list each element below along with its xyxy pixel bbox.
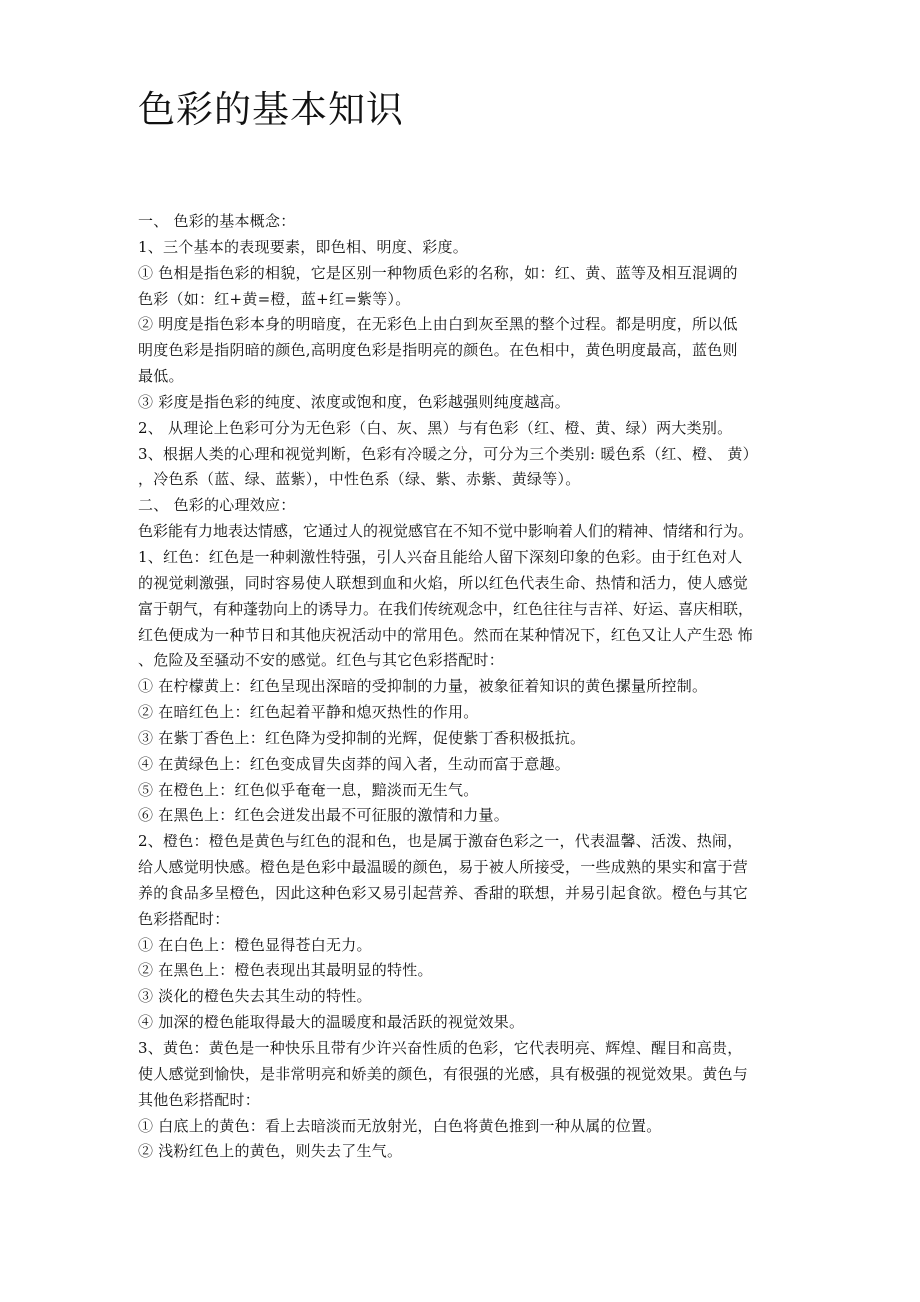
text-line: 3、黄色：黄色是一种快乐且带有少许兴奋性质的色彩，它代表明亮、辉煌、醒目和高贵， xyxy=(138,1039,743,1057)
text-line: ③ 彩度是指色彩的纯度、浓度或饱和度，色彩越强则纯度越高。 xyxy=(138,392,571,411)
text-line: ③ 在紫丁香色上：红色降为受抑制的光辉，促使紫丁香积极抵抗。 xyxy=(138,728,586,747)
text-line: ③ 淡化的橙色失去其生动的特性。 xyxy=(138,987,372,1006)
text-line: 1、红色：红色是一种刺激性特强，引人兴奋且能给人留下深刻印象的色彩。由于红色对人 xyxy=(138,547,743,566)
text-line: ⑤ 在橙色上：红色似乎奄奄一息，黯淡而无生气。 xyxy=(138,780,479,799)
text-line: ① 在白色上：橙色显得苍白无力。 xyxy=(138,935,372,954)
text-line: ① 白底上的黄色：看上去暗淡而无放射光，白色将黄色推到一种从属的位置。 xyxy=(138,1116,662,1135)
text-line: ⑥ 在黑色上：红色会迸发出最不可征服的激情和力量。 xyxy=(138,806,510,825)
text-line: 使人感觉到愉快，是非常明亮和娇美的颜色，有很强的光感，具有极强的视觉效果。黄色与 xyxy=(138,1064,749,1083)
text-line: ② 明度是指色彩本身的明暗度，在无彩色上由白到灰至黑的整个过程。都是明度，所以低 xyxy=(138,315,738,334)
text-line: ① 色相是指色彩的相貌，它是区别一种物质色彩的名称，如：红、黄、蓝等及相互混调的 xyxy=(138,263,738,282)
text-line: 最低。 xyxy=(138,367,184,386)
text-line: 3、根据人类的心理和视觉判断，色彩有冷暖之分，可分为三个类别: 暖色系（红、橙、 黄） xyxy=(138,444,758,463)
text-line: 2、 从理论上色彩可分为无色彩（白、灰、黑）与有色彩（红、橙、黄、绿）两大类别。 xyxy=(138,418,733,437)
text-line: ② 在暗红色上：红色起着平静和熄灭热性的作用。 xyxy=(138,703,479,722)
text-line: 2、橙色：橙色是黄色与红色的混和色，也是属于激奋色彩之一，代表温馨、活泼、热闹， xyxy=(138,832,743,851)
text-line: 色彩（如：红+黄=橙，蓝+红=紫等）。 xyxy=(138,289,411,308)
text-line: ① 在柠檬黄上：红色呈现出深暗的受抑制的力量，被象征着知识的黄色摞量所控制。 xyxy=(138,677,708,696)
text-line: ④ 加深的橙色能取得最大的温暖度和最活跃的视觉效果。 xyxy=(138,1013,525,1032)
text-line: 其他色彩搭配时： xyxy=(138,1090,261,1109)
text-line: ② 浅粉红色上的黄色，则失去了生气。 xyxy=(138,1142,403,1161)
section-heading: 一、 色彩的基本概念： xyxy=(138,212,296,230)
text-line: ④ 在黄绿色上：红色变成冒失卤莽的闯入者，生动而富于意趣。 xyxy=(138,754,571,773)
text-line: 色彩能有力地表达情感，它通过人的视觉感官在不知不觉中影响着人们的精神、情绪和行为。 xyxy=(138,522,754,541)
text-line: 1、三个基本的表现要素，即色相、明度、彩度。 xyxy=(138,237,469,256)
document-body xyxy=(138,209,804,1165)
text-line: 色彩搭配时： xyxy=(138,909,230,928)
text-line: 养的食品多呈橙色，因此这种色彩又易引起营养、香甜的联想，并易引起食欲。橙色与其它 xyxy=(138,883,749,902)
text-line: ，冷色系（蓝、绿、蓝紫），中性色系（绿、紫、赤紫、黄绿等）。 xyxy=(138,470,581,489)
text-line: 的视觉刺激强，同时容易使人联想到血和火焰，所以红色代表生命、热情和活力，使人感觉 xyxy=(138,573,749,592)
text-line: 给人感觉明快感。橙色是色彩中最温暖的颜色，易于被人所接受，一些成熟的果实和富于营 xyxy=(138,858,749,877)
text-line: 明度色彩是指阴暗的颜色,高明度色彩是指明亮的颜色。在色相中，黄色明度最高，蓝色则 xyxy=(138,341,738,360)
document-title: 色彩的基本知识 xyxy=(138,88,404,131)
text-line: ② 在黑色上：橙色表现出其最明显的特性。 xyxy=(138,961,433,980)
section-heading: 二、 色彩的心理效应： xyxy=(138,496,296,515)
text-line: 红色便成为一种节日和其他庆祝活动中的常用色。然而在某种情况下，红色又让人产生恐 怖 xyxy=(138,625,754,644)
text-line: 、危险及至骚动不安的感觉。红色与其它色彩搭配时： xyxy=(138,651,505,670)
text-line: 富于朝气，有种蓬勃向上的诱导力。在我们传统观念中，红色往往与吉祥、好运、喜庆相联， xyxy=(138,599,754,618)
